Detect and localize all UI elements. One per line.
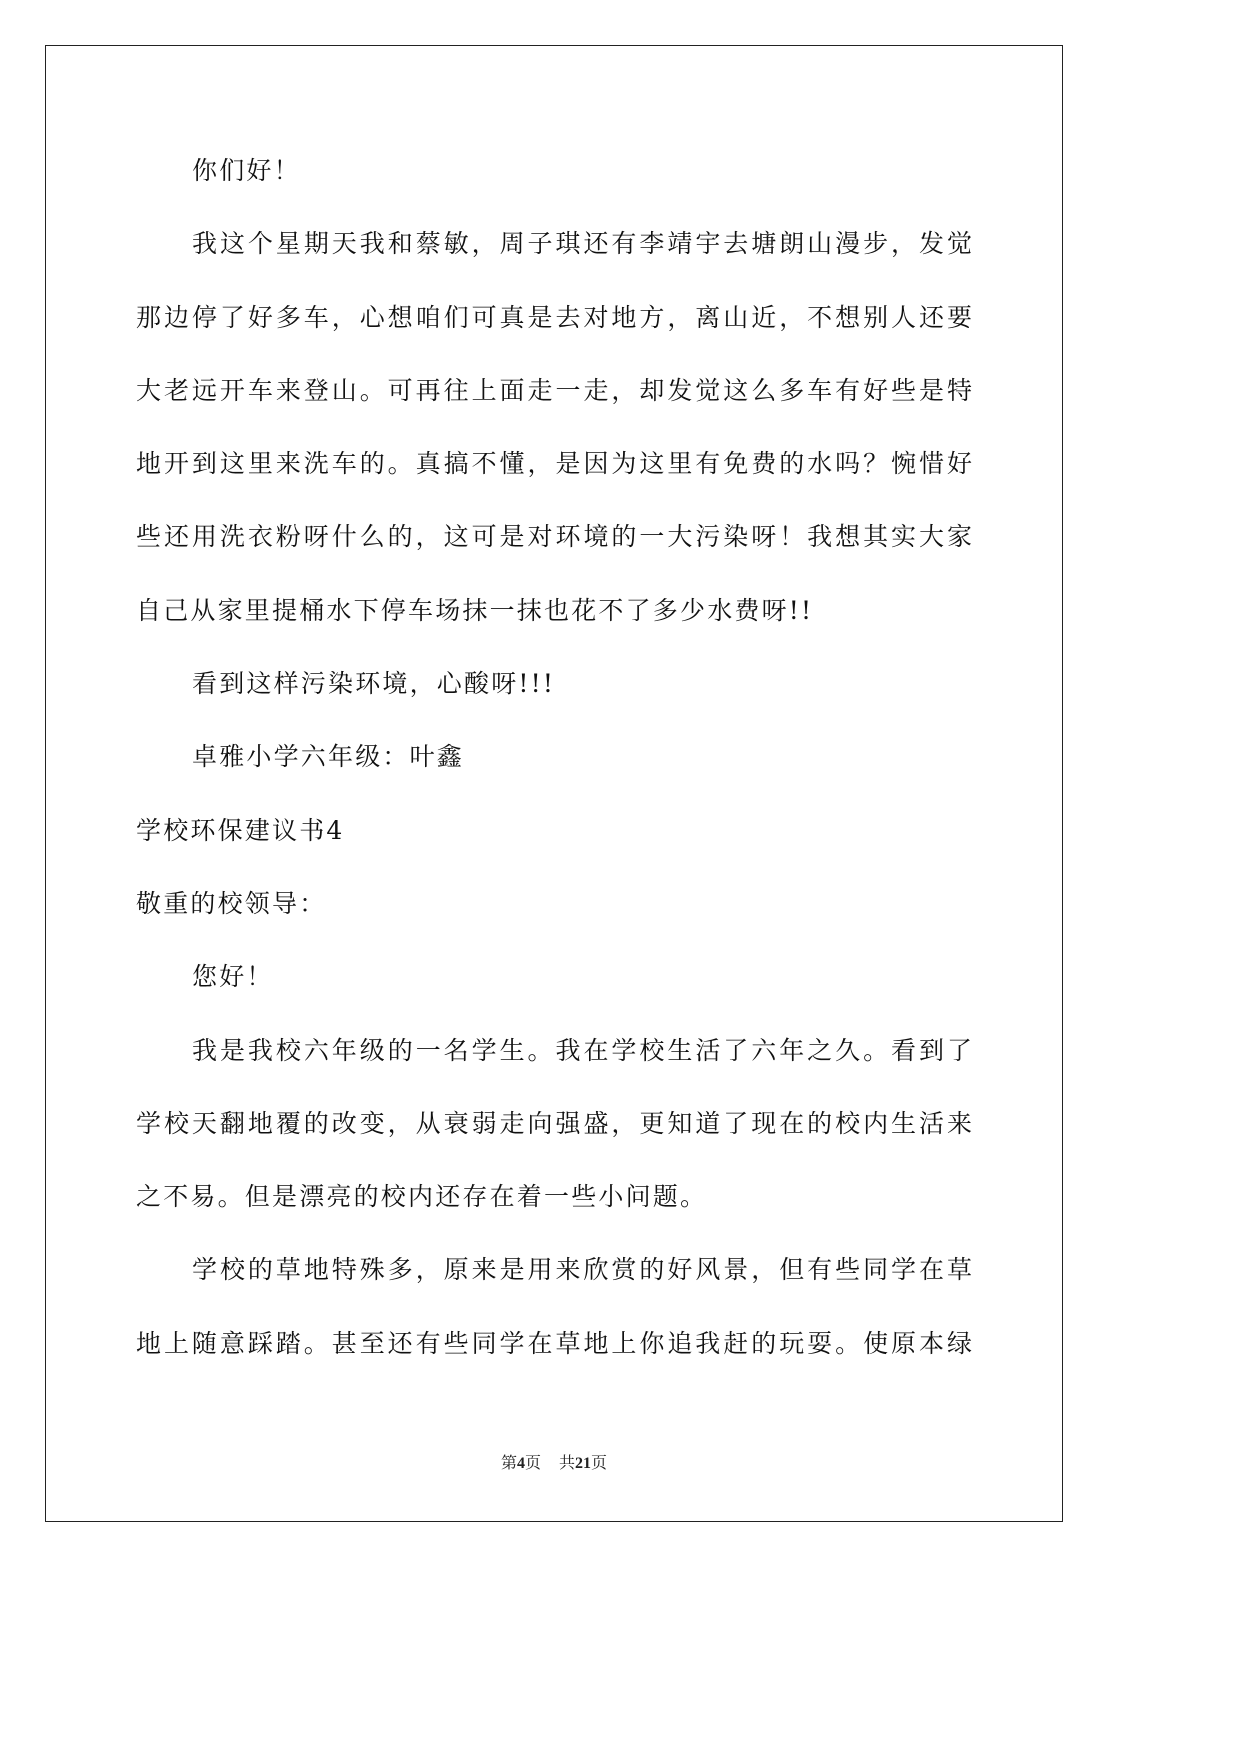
total-pages-prefix: 共 bbox=[559, 1455, 576, 1472]
text-line: 之不易。但是漂亮的校内还存在着一些小问题。 bbox=[136, 1182, 708, 1212]
text-line: 学校天翻地覆的改变，从衰弱走向强盛，更知道了现在的校内生活来 bbox=[136, 1108, 972, 1138]
text-line: 地上随意踩踏。甚至还有些同学在草地上你追我赶的玩耍。使原本绿 bbox=[136, 1328, 972, 1358]
current-page-number: 4 bbox=[516, 1455, 525, 1472]
total-pages-number: 21 bbox=[575, 1455, 592, 1472]
text-line: 卓雅小学六年级：叶鑫 bbox=[192, 742, 465, 772]
text-line: 我这个星期天我和蔡敏，周子琪还有李靖宇去塘朗山漫步，发觉 bbox=[192, 229, 972, 259]
page-footer bbox=[0, 1450, 1108, 1473]
total-pages-suffix: 页 bbox=[591, 1455, 608, 1472]
document-body bbox=[136, 143, 972, 1389]
page-number-prefix: 第 bbox=[500, 1455, 517, 1472]
text-line: 学校环保建议书4 bbox=[136, 815, 345, 845]
text-line: 学校的草地特殊多，原来是用来欣赏的好风景，但有些同学在草 bbox=[192, 1255, 972, 1285]
text-line: 敬重的校领导： bbox=[136, 888, 327, 918]
page-number-suffix: 页 bbox=[524, 1455, 541, 1472]
text-line: 我是我校六年级的一名学生。我在学校生活了六年之久。看到了 bbox=[192, 1035, 972, 1065]
text-line: 你们好！ bbox=[192, 156, 301, 185]
text-line: 那边停了好多车，心想咱们可真是去对地方，离山近，不想别人还要 bbox=[136, 302, 972, 332]
text-line: 地开到这里来洗车的。真搞不懂，是因为这里有免费的水吗？惋惜好 bbox=[136, 449, 972, 479]
text-line: 看到这样污染环境，心酸呀!!! bbox=[192, 669, 556, 699]
text-line: 些还用洗衣粉呀什么的，这可是对环境的一大污染呀！我想其实大家 bbox=[136, 522, 972, 552]
text-line: 自己从家里提桶水下停车场抹一抹也花不了多少水费呀!! bbox=[136, 595, 814, 625]
text-line: 您好！ bbox=[192, 962, 274, 992]
text-line: 大老远开车来登山。可再往上面走一走，却发觉这么多车有好些是特 bbox=[136, 375, 972, 405]
